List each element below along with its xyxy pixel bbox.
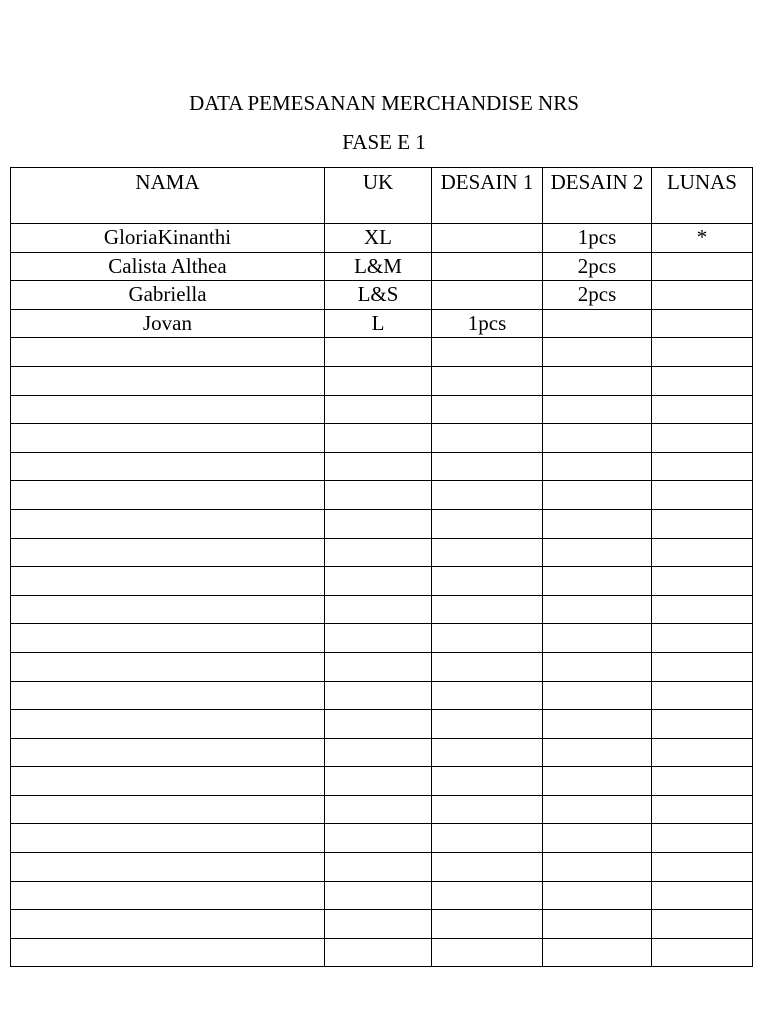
cell-nama (11, 567, 325, 596)
cell-nama (11, 424, 325, 453)
cell-uk (325, 710, 432, 739)
cell-desain-2 (543, 424, 652, 453)
cell-uk: L&M (325, 252, 432, 281)
cell-desain-2 (543, 824, 652, 853)
table-row (11, 738, 753, 767)
header-uk: UK (325, 168, 432, 224)
cell-uk (325, 567, 432, 596)
cell-desain-2 (543, 509, 652, 538)
cell-lunas (652, 681, 753, 710)
cell-uk (325, 795, 432, 824)
cell-nama (11, 881, 325, 910)
cell-lunas (652, 252, 753, 281)
cell-desain-1 (432, 424, 543, 453)
cell-desain-1 (432, 624, 543, 653)
cell-nama: GloriaKinanthi (11, 224, 325, 253)
cell-nama (11, 938, 325, 967)
cell-desain-1 (432, 252, 543, 281)
cell-nama (11, 910, 325, 939)
cell-desain-2 (543, 395, 652, 424)
table-row (11, 824, 753, 853)
table-row (11, 452, 753, 481)
cell-uk (325, 595, 432, 624)
cell-lunas (652, 538, 753, 567)
cell-uk (325, 881, 432, 910)
cell-desain-2 (543, 338, 652, 367)
cell-nama (11, 338, 325, 367)
cell-desain-1 (432, 509, 543, 538)
cell-lunas (652, 281, 753, 310)
cell-desain-2 (543, 567, 652, 596)
cell-desain-2 (543, 853, 652, 882)
cell-desain-1 (432, 824, 543, 853)
cell-desain-1 (432, 567, 543, 596)
cell-nama (11, 710, 325, 739)
cell-desain-2: 1pcs (543, 224, 652, 253)
table-row (11, 938, 753, 967)
cell-uk (325, 910, 432, 939)
cell-nama (11, 452, 325, 481)
cell-desain-1 (432, 652, 543, 681)
cell-lunas (652, 509, 753, 538)
cell-desain-1 (432, 366, 543, 395)
cell-desain-2 (543, 452, 652, 481)
cell-uk (325, 767, 432, 796)
cell-desain-1 (432, 938, 543, 967)
cell-lunas (652, 567, 753, 596)
cell-nama (11, 824, 325, 853)
cell-desain-1 (432, 881, 543, 910)
cell-nama (11, 681, 325, 710)
cell-desain-2 (543, 881, 652, 910)
cell-desain-2 (543, 710, 652, 739)
cell-lunas (652, 738, 753, 767)
cell-lunas (652, 395, 753, 424)
table-row (11, 509, 753, 538)
table-row (11, 481, 753, 510)
table-row (11, 538, 753, 567)
cell-uk (325, 738, 432, 767)
cell-uk: XL (325, 224, 432, 253)
cell-desain-2 (543, 366, 652, 395)
table-row (11, 338, 753, 367)
cell-lunas (652, 452, 753, 481)
cell-desain-1 (432, 481, 543, 510)
cell-uk (325, 853, 432, 882)
table-row (11, 224, 753, 253)
cell-lunas (652, 881, 753, 910)
header-nama: NAMA (11, 168, 325, 224)
table-row (11, 567, 753, 596)
cell-desain-2 (543, 910, 652, 939)
cell-uk (325, 624, 432, 653)
cell-desain-1: 1pcs (432, 309, 543, 338)
cell-uk (325, 509, 432, 538)
cell-desain-1 (432, 538, 543, 567)
cell-desain-2 (543, 652, 652, 681)
table-row (11, 424, 753, 453)
table-row (11, 853, 753, 882)
cell-uk (325, 395, 432, 424)
cell-nama (11, 538, 325, 567)
cell-desain-2 (543, 624, 652, 653)
cell-nama (11, 481, 325, 510)
header-desain-1: DESAIN 1 (432, 168, 543, 224)
cell-lunas (652, 795, 753, 824)
header-desain-2: DESAIN 2 (543, 168, 652, 224)
cell-desain-2 (543, 681, 652, 710)
cell-desain-2 (543, 795, 652, 824)
cell-nama (11, 795, 325, 824)
cell-lunas (652, 338, 753, 367)
cell-uk (325, 824, 432, 853)
table-row (11, 281, 753, 310)
cell-uk (325, 452, 432, 481)
document-subtitle: FASE E 1 (342, 130, 426, 154)
cell-uk (325, 538, 432, 567)
cell-desain-2 (543, 309, 652, 338)
table-row (11, 366, 753, 395)
cell-desain-2 (543, 738, 652, 767)
cell-desain-1 (432, 681, 543, 710)
cell-desain-1 (432, 595, 543, 624)
cell-nama (11, 395, 325, 424)
cell-desain-1 (432, 224, 543, 253)
cell-lunas (652, 595, 753, 624)
cell-nama (11, 738, 325, 767)
cell-desain-2 (543, 767, 652, 796)
cell-desain-2: 2pcs (543, 252, 652, 281)
cell-nama (11, 595, 325, 624)
table-row (11, 309, 753, 338)
cell-lunas (652, 767, 753, 796)
table-row (11, 681, 753, 710)
cell-desain-2: 2pcs (543, 281, 652, 310)
cell-uk (325, 481, 432, 510)
cell-uk: L&S (325, 281, 432, 310)
cell-desain-1 (432, 338, 543, 367)
cell-lunas (652, 652, 753, 681)
cell-desain-1 (432, 767, 543, 796)
cell-nama: Gabriella (11, 281, 325, 310)
cell-lunas (652, 853, 753, 882)
cell-desain-1 (432, 281, 543, 310)
cell-desain-1 (432, 853, 543, 882)
cell-nama (11, 366, 325, 395)
cell-lunas (652, 309, 753, 338)
cell-desain-1 (432, 710, 543, 739)
cell-nama: Calista Althea (11, 252, 325, 281)
cell-uk (325, 652, 432, 681)
cell-nama (11, 624, 325, 653)
cell-lunas (652, 938, 753, 967)
cell-nama (11, 652, 325, 681)
table-header-row (11, 168, 753, 224)
cell-lunas: * (652, 224, 753, 253)
order-table (10, 167, 753, 967)
table-row (11, 395, 753, 424)
cell-desain-2 (543, 538, 652, 567)
cell-uk (325, 366, 432, 395)
cell-lunas (652, 624, 753, 653)
cell-lunas (652, 910, 753, 939)
table-row (11, 910, 753, 939)
cell-desain-1 (432, 795, 543, 824)
table-row (11, 795, 753, 824)
cell-uk: L (325, 309, 432, 338)
cell-desain-2 (543, 481, 652, 510)
cell-desain-2 (543, 938, 652, 967)
cell-nama: Jovan (11, 309, 325, 338)
cell-nama (11, 767, 325, 796)
header-lunas: LUNAS (652, 168, 753, 224)
table-row (11, 710, 753, 739)
cell-uk (325, 424, 432, 453)
cell-nama (11, 853, 325, 882)
table-row (11, 252, 753, 281)
table-row (11, 652, 753, 681)
table-row (11, 767, 753, 796)
cell-lunas (652, 424, 753, 453)
cell-lunas (652, 366, 753, 395)
cell-nama (11, 509, 325, 538)
table-row (11, 595, 753, 624)
cell-desain-1 (432, 738, 543, 767)
cell-desain-1 (432, 395, 543, 424)
cell-desain-1 (432, 452, 543, 481)
cell-desain-2 (543, 595, 652, 624)
cell-desain-1 (432, 910, 543, 939)
table-row (11, 881, 753, 910)
cell-uk (325, 338, 432, 367)
table-body (11, 224, 753, 967)
cell-uk (325, 938, 432, 967)
cell-lunas (652, 824, 753, 853)
document-title: DATA PEMESANAN MERCHANDISE NRS (189, 91, 579, 115)
cell-uk (325, 681, 432, 710)
table-row (11, 624, 753, 653)
cell-lunas (652, 710, 753, 739)
cell-lunas (652, 481, 753, 510)
